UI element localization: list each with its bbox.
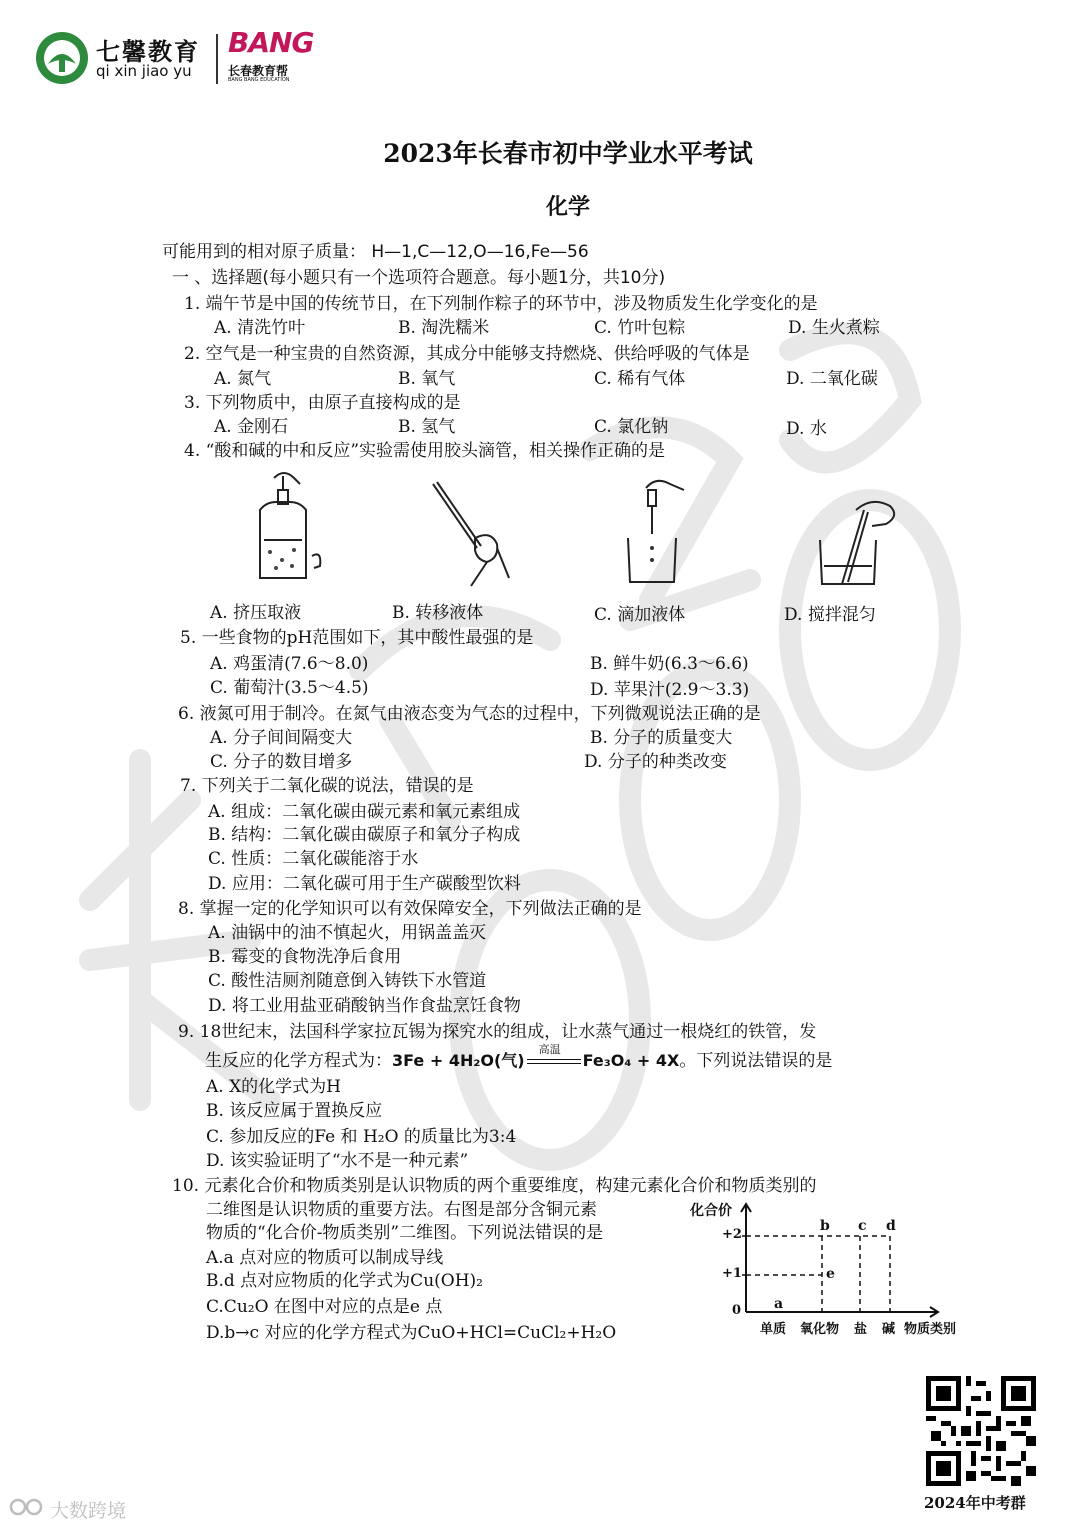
q10-option-c: C.Cu₂O 在图中对应的点是e 点 xyxy=(206,1297,443,1317)
q3-option-b: B. 氢气 xyxy=(398,417,456,437)
q6-option-c: C. 分子的数目增多 xyxy=(210,752,353,772)
q8-option-b: B. 霉变的食物洗净后食用 xyxy=(208,947,402,967)
q7-option-a: A. 组成：二氧化碳由碳元素和氧元素组成 xyxy=(208,802,521,822)
header-divider xyxy=(216,34,218,84)
q5-option-c: C. 葡萄汁(3.5～4.5) xyxy=(210,678,369,698)
graph-point-d: d xyxy=(886,1218,896,1234)
q2-option-b: B. 氧气 xyxy=(398,369,456,389)
q1-stem: 1. 端午节是中国的传统节日，在下列制作粽子的环节中，涉及物质发生化学变化的是 xyxy=(184,294,818,314)
section-heading: 一 、选择题(每小题只有一个选项符合题意。每小题1分，共10分) xyxy=(172,268,666,288)
q9-eq-arrow xyxy=(525,1042,583,1073)
q4-option-c: C. 滴加液体 xyxy=(594,605,686,625)
exam-title: 2023年长春市初中学业水平考试 xyxy=(383,139,753,168)
graph-point-e: e xyxy=(826,1266,835,1282)
q5-stem: 5. 一些食物的pH范围如下，其中酸性最强的是 xyxy=(180,628,534,648)
qr-caption: 2024年中考群 xyxy=(924,1494,1026,1512)
subject-title: 化学 xyxy=(545,194,590,220)
q2-stem: 2. 空气是一种宝贵的自然资源，其成分中能够支持燃烧、供给呼吸的气体是 xyxy=(184,344,750,364)
q9-option-c: C. 参加反应的Fe 和 H₂O 的质量比为3:4 xyxy=(206,1127,517,1147)
q7-option-d: D. 应用：二氧化碳可用于生产碳酸型饮料 xyxy=(208,874,521,894)
q8-option-d: D. 将工业用盐亚硝酸钠当作食盐烹饪食物 xyxy=(208,996,521,1016)
q10-option-d: D.b→c 对应的化学方程式为CuO+HCl=CuCl₂+H₂O xyxy=(206,1323,617,1343)
qixin-logo-icon xyxy=(34,30,90,86)
q10-option-b: B.d 点对应物质的化学式为Cu(OH)₂ xyxy=(206,1271,483,1291)
valence-category-graph xyxy=(686,1196,976,1336)
graph-point-a: a xyxy=(774,1296,784,1312)
q5-option-d: D. 苹果汁(2.9～3.3) xyxy=(590,680,750,700)
logo1-cn: 七馨教育 xyxy=(96,37,200,66)
q9-option-d: D. 该实验证明了“水不是一种元素” xyxy=(206,1151,469,1171)
q9-eq-right: Fe₃O₄ + 4X xyxy=(582,1051,680,1070)
footer-brand-text: 大数跨境 xyxy=(50,1500,127,1522)
q1-option-c: C. 竹叶包粽 xyxy=(594,318,686,338)
q10-stem-line2: 二维图是认识物质的重要方法。右图是部分含铜元素 xyxy=(206,1200,597,1220)
graph-y-title: 化合价 xyxy=(690,1203,732,1219)
q5-option-a: A. 鸡蛋清(7.6～8.0) xyxy=(210,654,369,674)
q6-stem: 6. 液氮可用于制冷。在氮气由液态变为气态的过程中，下列微观说法正确的是 xyxy=(178,704,761,724)
logo2-brand: BANG xyxy=(228,26,314,59)
q10-option-a: A.a 点对应的物质可以制成导线 xyxy=(206,1248,444,1268)
q9-eq-condition: 高温 xyxy=(538,1042,561,1056)
q4-option-d: D. 搅拌混匀 xyxy=(784,605,876,625)
q4-option-a: A. 挤压取液 xyxy=(210,603,302,623)
q4-figure-a-dropper-bottle xyxy=(240,470,330,585)
q3-option-c: C. 氯化钠 xyxy=(594,417,669,437)
graph-x-title: 物质类别 xyxy=(904,1322,957,1337)
q10-stem-line3: 物质的“化合价-物质类别”二维图。下列说法错误的是 xyxy=(206,1223,604,1243)
graph-x-label-element: 单质 xyxy=(760,1322,787,1337)
graph-y-tick-2: +2 xyxy=(722,1227,742,1242)
q4-stem: 4. “酸和碱的中和反应”实验需使用胶头滴管，相关操作正确的是 xyxy=(184,441,666,461)
q3-option-a: A. 金刚石 xyxy=(214,417,289,437)
q4-figure-d-stirring xyxy=(812,496,912,591)
header-logo-bang xyxy=(224,26,320,86)
q7-stem: 7. 下列关于二氧化碳的说法，错误的是 xyxy=(180,776,474,796)
q1-option-a: A. 清洗竹叶 xyxy=(214,318,306,338)
q8-stem: 8. 掌握一定的化学知识可以有效保障安全，下列做法正确的是 xyxy=(178,899,642,919)
q8-option-a: A. 油锅中的油不慎起火，用锅盖盖灭 xyxy=(208,923,487,943)
q4-figure-c-beaker-drop xyxy=(620,476,695,588)
q7-option-c: C. 性质：二氧化碳能溶于水 xyxy=(208,849,419,869)
q9-eq-left: 3Fe + 4H₂O(气) xyxy=(392,1051,525,1070)
q9-stem-post: 。下列说法错误的是 xyxy=(679,1051,833,1071)
q2-option-c: C. 稀有气体 xyxy=(594,369,686,389)
q9-stem-pre: 生反应的化学方程式为： xyxy=(205,1051,392,1071)
q2-option-d: D. 二氧化碳 xyxy=(786,369,878,389)
q5-option-b: B. 鲜牛奶(6.3～6.6) xyxy=(590,654,749,674)
graph-y-tick-0: 0 xyxy=(732,1303,742,1318)
q9-stem-line2 xyxy=(205,1042,833,1073)
q9-option-b: B. 该反应属于置换反应 xyxy=(206,1101,383,1121)
logo1-en: qi xin jiao yu xyxy=(96,62,192,80)
q9-stem-line1: 9. 18世纪末，法国科学家拉瓦锡为探究水的组成，让水蒸气通过一根烧红的铁管，发 xyxy=(178,1022,817,1042)
header-logo-qixin xyxy=(34,30,214,86)
graph-point-b: b xyxy=(820,1218,830,1234)
q7-option-b: B. 结构：二氧化碳由碳原子和氧分子构成 xyxy=(208,825,521,845)
q9-option-a: A. X的化学式为H xyxy=(206,1077,342,1097)
atomic-masses: 可能用到的相对原子质量： H—1,C—12,O—16,Fe—56 xyxy=(162,242,589,262)
q1-option-b: B. 淘洗糯米 xyxy=(398,318,490,338)
logo2-en: BANG BANG EDUCATION xyxy=(228,77,290,83)
q10-stem-line1: 10. 元素化合价和物质类别是认识物质的两个重要维度，构建元素化合价和物质类别的 xyxy=(172,1176,817,1196)
graph-x-label-base: 碱 xyxy=(882,1322,896,1337)
q6-option-d: D. 分子的种类改变 xyxy=(584,752,727,772)
q6-option-b: B. 分子的质量变大 xyxy=(590,728,733,748)
watermark xyxy=(30,200,1070,1300)
qr-code-icon xyxy=(926,1376,1036,1486)
logo2-cn: 长春教育帮 xyxy=(228,64,289,78)
brand-logo-icon xyxy=(8,1496,48,1518)
q3-stem: 3. 下列物质中，由原子直接构成的是 xyxy=(184,393,461,413)
q1-option-d: D. 生火煮粽 xyxy=(788,318,880,338)
graph-x-label-oxide: 氧化物 xyxy=(800,1322,840,1337)
q2-option-a: A. 氮气 xyxy=(214,369,272,389)
q4-option-b: B. 转移液体 xyxy=(392,603,484,623)
q3-option-d: D. 水 xyxy=(786,419,827,439)
q8-option-c: C. 酸性洁厕剂随意倒入铸铁下水管道 xyxy=(208,971,487,991)
graph-y-tick-1: +1 xyxy=(722,1266,742,1281)
graph-point-c: c xyxy=(858,1218,867,1234)
graph-x-label-salt: 盐 xyxy=(854,1322,868,1337)
q4-figure-b-dropper-hand xyxy=(425,478,510,588)
q6-option-a: A. 分子间间隔变大 xyxy=(210,728,353,748)
